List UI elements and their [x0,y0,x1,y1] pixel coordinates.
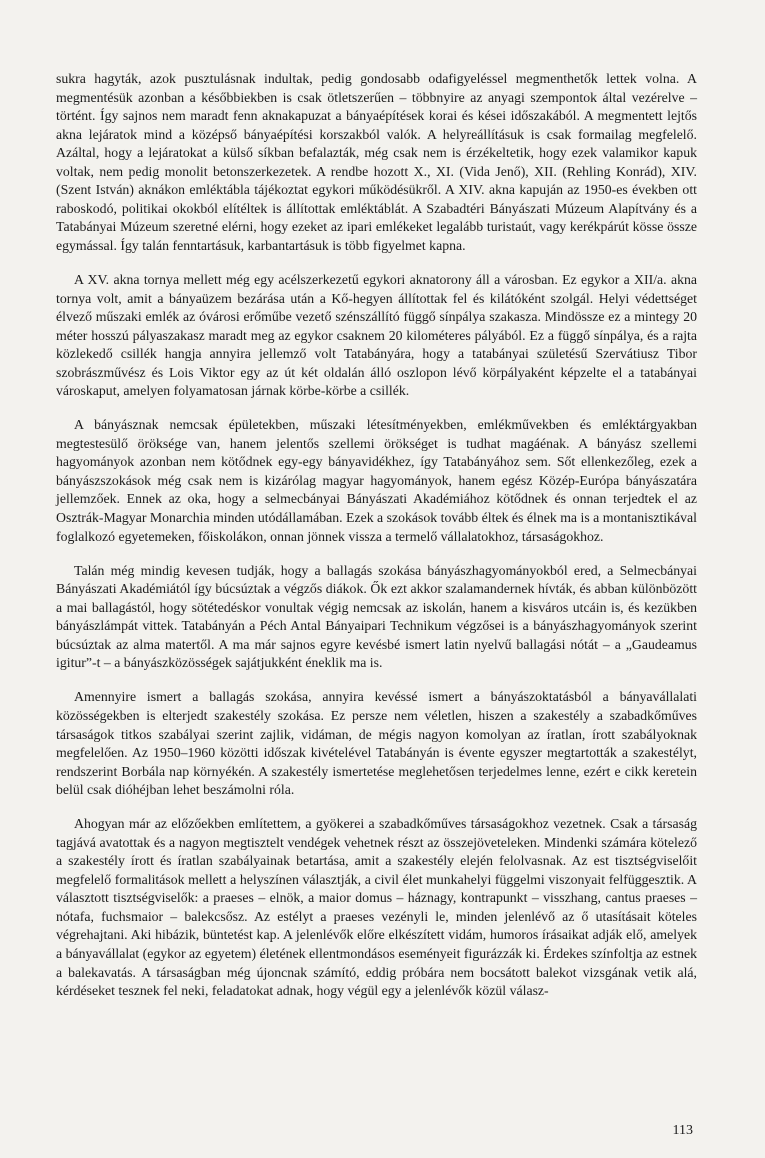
page-number: 113 [672,1123,693,1138]
paragraph-5: Amennyire ismert a ballagás szokása, annyira kevéssé ismert a bányászoktatásból a bányavállalati közösségekben is elterjedt szakestély szokása. Ez persze nem véletlen, hiszen a szakestély a szabadkőműves társaságok titkos szabályai szerint zajlik, vidáman, de mégis nagyon komolyan az íratlan, írott szabályoknak megfelelően. Az 1950–1960 közötti időszak kivételével Tatabányán is évente egyszer megtartották a szakestélyt, rendszerint Borbála nap környékén. A szakestély ismertetése meglehetősen terjedelmes lenne, ezért e cikk keretein belül csak dióhéjban lehet beszámolni róla. [56,689,697,798]
paragraph-1: sukra hagyták, azok pusztulásnak indultak, pedig gondosabb odafigyeléssel megmenthetők lettek volna. A megmentésük azonban a későbbiekben is csak ötletszerűen – többnyire az anyagi szempontok által vezérelve – történt. Így sajnos nem maradt fenn aknakapuzat a bányaépítések korai és kései időszakából. A megmentett lejtős akna lejáratok mind a középső bányaépítési korszakból valók. A helyreállításuk is csak formailag megfelelő. Azáltal, hogy a lejáratokat a külső síkban befalazták, még csak nem is érzékeltetik, hogy ezek valamikor kapuk voltak, nem pedig monolit betonszerkezetek. A rendbe hozott X., XI. (Vida Jenő), XII. (Rehling Konrád), XIV. (Szent István) aknákon emléktábla tájékoztat egykori működésükről. A XIV. akna kapuján az 1950-es években ott raboskodó, politikai okokból elítéltek is állítottak emléktáblát. A Szabadtéri Bányászati Múzeum Alapítvány és a Tatabányai Múzeum szeretné elérni, hogy ezeket az ipari emlékeket legalább turistaút, vagy kerékpárút kösse össze egymással. Így talán fenntartásuk, karbantartásuk is több figyelmet kapna. [56,71,697,253]
paragraph-6: Ahogyan már az előzőekben említettem, a gyökerei a szabadkőműves társaságokhoz vezetnek. Csak a társaság tagjává avatottak és a nagyon megtisztelt vendégek vehetnek részt az összejöveteleken. Mindenki számára kötelező a szakestély írott és íratlan szabályainak betartása, amit a szakestély elején felolvasnak. Az est tisztségviselőit megfelelő formalitások mellett a helyszínen választják, a civil élet munkahelyi függelmi viszonyait felfüggesztik. A választott tisztségviselők: a praeses – elnök, a maior domus – háznagy, kontrapunkt – visszhang, cantus praeses – nótafa, fuchsmaior – balekcsősz. Az estélyt a praeses vezényli le, minden jelenlévő az ő utasításait köteles végrehajtani. Aki hibázik, büntetést kap. A jelenlévők előre elkészített vidám, humoros írásaikat adják elő, amelyek a bányavállalat (egykor az egyetem) életének ellentmondásos eseményeit figurázzák ki. Érdekes színfoltja az estnek a balekavatás. A társaságban még újoncnak számító, eddig próbára nem bocsátott balekot vizsgának vetik alá, kérdéseket tesznek fel neki, feladatokat adnak, hogy végül egy a jelenlévők közül válasz- [56,816,697,999]
paragraph-3: A bányásznak nemcsak épületekben, műszaki létesítményekben, emlékművekben és emléktárgyakban megtestesülő öröksége van, hanem jelentős szellemi örökséget is tudhat magáénak. A bányász szellemi hagyományok azonban nem kötődnek egy-egy bányavidékhez, így Tatabányához sem. Sőt ellenkezőleg, ezek a bányászszokások még csak nem is kizárólag magyar hagyományok, hanem egész Közép-Európa bányászatára jellemzőek. Ennek az oka, hogy a selmecbányai Bányászati Akadémiához kötődnek és onnan terjedtek el az Osztrák-Magyar Monarchia minden utódállamában. Ezek a szokások tovább éltek és élnek ma is a montanisztikával foglalkozó egyetemeken, főiskolákon, onnan jönnek vissza a termelő vállalatokhoz, társaságokhoz. [56,417,697,544]
page-text [56,70,697,1001]
paragraph-2: A XV. akna tornya mellett még egy acélszerkezetű egykori aknatorony áll a városban. Ez egykor a XII/a. akna tornya volt, amit a bányaüzem bezárása után a Kő-hegyen állítottak fel és kilátóként szolgál. Helyi védettséget élvező műszaki emlék az óvárosi erőműbe vezető szénszállító függő sínpálya szakasza. Mindössze ez a mintegy 20 méter hosszú pályaszakasz maradt meg az egykor csaknem 20 kilométeres pályából. Ez a függő sínpálya, és a rajta közlekedő csillék hangja annyira jellemző volt Tatabányára, hogy a tatabányai születésű Szervátiusz Tibor szobrászművész és Lois Viktor egy az út két oldalán álló oszlopon lévő körpályaként képzelte el a tatabányai városkaput, amelyen folyamatosan járnak körbe-körbe a csillék. [56,271,697,399]
paragraph-4: Talán még mindig kevesen tudják, hogy a ballagás szokása bányászhagyományokból ered, a Selmecbányai Bányászati Akadémiától így búcsúztak a végzős diákok. Ők ezt akkor szalamandernek hívták, és abban különbözött a mai ballagástól, hogy sötétedéskor vonultak végig nemcsak az iskolán, hanem a kisváros utcáin is, és kezükben bányászlámpát vittek. Tatabányán a Péch Antal Bányaipari Technikum végzősei is a bányászhagyományok szerint búcsúztak az alma matertől. A ma már sajnos egyre kevésbé ismert latin nyelvű ballagási nótát – a „Gaudeamus igitur”-t – a bányászközösségek sajátjukként éneklik ma is. [56,562,697,671]
